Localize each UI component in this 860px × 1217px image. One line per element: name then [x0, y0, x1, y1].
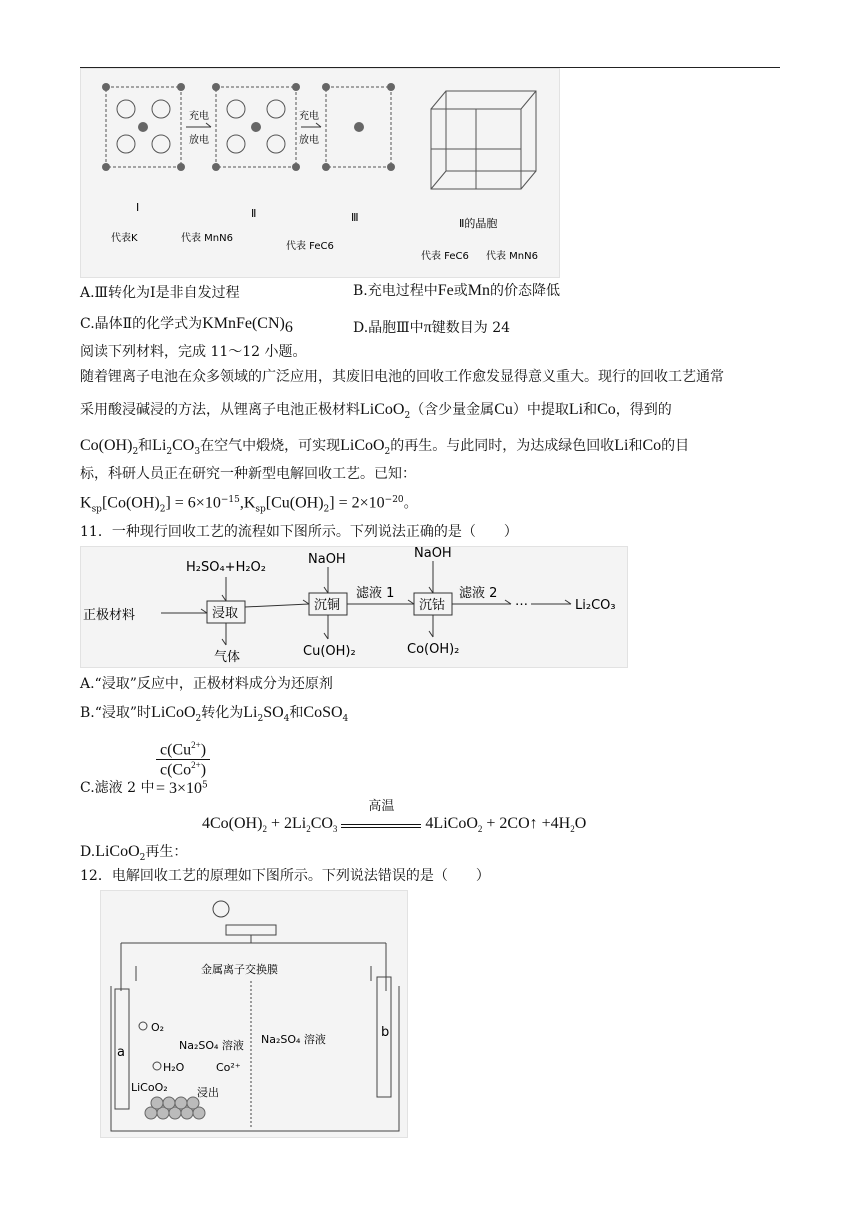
ksp-values: $K_{sp}[Co(OH)_2] = 6\times 10^{-15},K_{sp}[Cu(OH)_2] = 2\times 10^{-20}$。: [80, 494, 418, 515]
electrode-a-label: a: [117, 1045, 125, 1060]
material-paragraph-1: 随着锂离子电池在众多领域的广泛应用，其废旧电池的回收工作愈发显得意义重大。现行的回收工艺通常: [80, 369, 724, 385]
flow-filtrate-2: 滤液 2: [459, 586, 498, 601]
material-paragraph-2: 采用酸浸碱浸的方法，从锂离子电池正极材料LiCoO$_2$（含少量金属Cu）中提取Li和Co，得到的: [80, 401, 672, 421]
flow-end: Li₂CO₃: [575, 598, 616, 613]
o2-label: O₂: [151, 1021, 165, 1034]
flow-reagent-3: NaOH: [414, 546, 452, 561]
question-12-stem: 12．电解回收工艺的原理如下图所示。下列说法错误的是（ ）: [80, 868, 490, 884]
option-11-d-equation: $4Co(OH)_2 + 2Li_2CO_3$ 高温 4LiCoO$_2$ + 2CO↑ $+4H_2O$: [202, 799, 587, 835]
h2o-label: H₂O: [163, 1061, 185, 1074]
flow-filtrate-1: 滤液 1: [356, 586, 395, 601]
flow-dots: …: [515, 594, 528, 609]
leach-label: 浸出: [197, 1086, 219, 1099]
option-10-c: C.晶体Ⅱ的化学式为$KMnFe(CN)_6$: [80, 315, 293, 336]
flow-ppt-co: Co(OH)₂: [407, 642, 460, 657]
flow-start: 正极材料: [83, 608, 136, 623]
flow-box-leach: 浸取: [212, 606, 239, 621]
option-10-d: D.晶胞Ⅲ中π键数目为 24: [353, 319, 511, 336]
electrolysis-figure: [100, 890, 408, 1138]
structure-label-ii: Ⅱ: [251, 207, 257, 220]
material-intro: 阅读下列材料，完成 11～12 小题。: [80, 344, 307, 360]
left-solution-label: Na₂SO₄ 溶液: [179, 1039, 244, 1052]
arrow-label-charge-1: 充电: [189, 111, 209, 122]
option-11-a: A.“浸取”反应中，正极材料成分为还原剂: [80, 676, 333, 692]
flow-reagent-1: H₂SO₄+H₂O₂: [186, 560, 267, 575]
option-11-d: D.LiCoO$_2$再生：: [80, 843, 188, 863]
flow-ppt-cu: Cu(OH)₂: [303, 644, 356, 659]
question-11-stem: 11．一种现行回收工艺的流程如下图所示。下列说法正确的是（ ）: [80, 524, 518, 540]
licoo2-label: LiCoO₂: [131, 1081, 168, 1094]
crystal-structure-figure: [80, 68, 560, 278]
flow-box-cu: 沉铜: [314, 598, 341, 613]
legend-mnn6-cell: 代表 MnN6: [486, 251, 538, 262]
option-10-b: B.充电过程中Fe或Mn的价态降低: [353, 282, 560, 299]
option-11-b: B.“浸取”时LiCoO$_2$转化为$Li_2SO_4$和CoSO$_4$: [80, 704, 349, 724]
unit-cell-caption: Ⅱ的晶胞: [459, 217, 498, 230]
legend-mnn6: 代表 MnN6: [181, 233, 233, 244]
arrow-label-discharge-1: 放电: [189, 135, 209, 146]
material-paragraph-4: 标，科研人员正在研究一种新型电解回收工艺。已知：: [80, 466, 416, 482]
flow-box-co: 沉钴: [419, 598, 446, 613]
structure-label-i: Ⅰ: [136, 201, 140, 214]
membrane-label: 金属离子交换膜: [201, 963, 278, 976]
flow-gas: 气体: [214, 650, 241, 665]
legend-fec6-cell: 代表 FeC6: [421, 251, 469, 262]
option-10-a: A.Ⅲ转化为Ⅰ是非自发过程: [80, 285, 240, 301]
arrow-label-discharge-2: 放电: [299, 135, 319, 146]
legend-k: 代表K: [111, 233, 138, 244]
material-paragraph-3: $Co(OH)_2$和$Li_2CO_3$在空气中煅烧，可实现LiCoO$_2$的再生。与此同时，为达成绿色回收Li和Co的目: [80, 437, 690, 457]
flow-chart-figure: [80, 546, 628, 668]
arrow-label-charge-2: 充电: [299, 111, 319, 122]
structure-label-iii: Ⅲ: [351, 211, 359, 224]
right-solution-label: Na₂SO₄ 溶液: [261, 1033, 326, 1046]
legend-fec6: 代表 FeC6: [286, 241, 334, 252]
co2-label: Co²⁺: [216, 1061, 241, 1074]
electrode-b-label: b: [381, 1025, 390, 1040]
flow-reagent-2: NaOH: [308, 552, 346, 567]
